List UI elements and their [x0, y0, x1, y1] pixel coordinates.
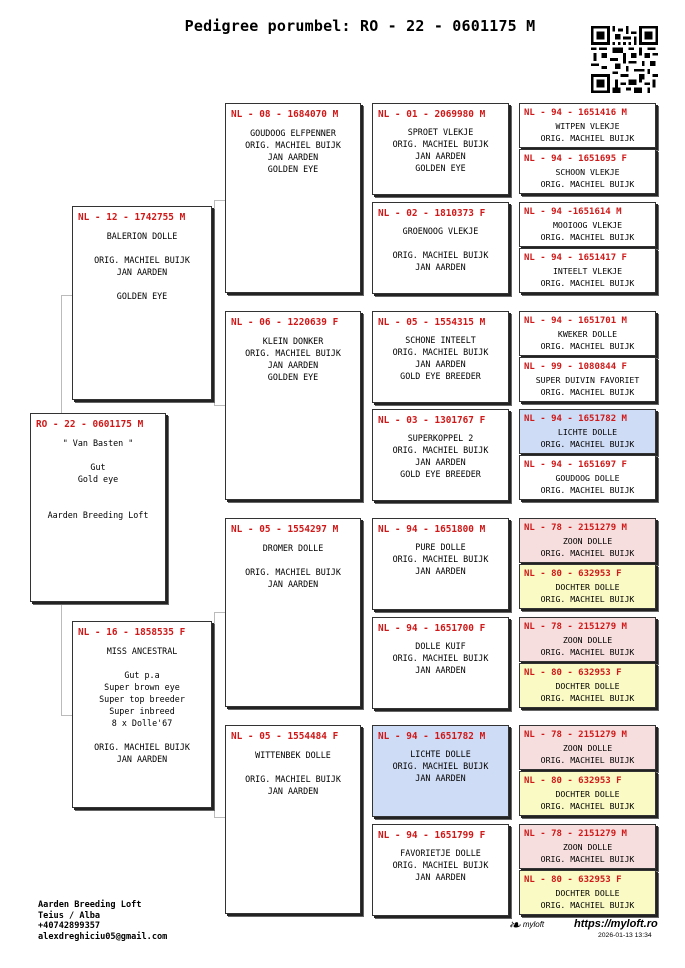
pigeon-details: DOCHTER DOLLE ORIG. MACHIEL BUIJK	[540, 789, 635, 811]
pigeon-details: KWEKER DOLLE ORIG. MACHIEL BUIJK	[540, 329, 635, 351]
pigeon-details: WITPEN VLEKJE ORIG. MACHIEL BUIJK	[540, 121, 635, 143]
great-grandparent-card[interactable]	[372, 518, 509, 610]
pigeon-details: MISS ANCESTRAL Gut p.a Super brown eye Super top breeder Super inbreed 8 x Dolle'67 ORIG. MACHIEL BUIJK JAN AARDEN	[94, 646, 190, 764]
ancestor-card[interactable]	[519, 564, 656, 609]
pigeon-details: ZOON DOLLE ORIG. MACHIEL BUIJK	[540, 635, 635, 657]
pigeon-details: MOOIOOG VLEKJE ORIG. MACHIEL BUIJK	[540, 220, 635, 242]
great-grandparent-card[interactable]	[372, 824, 509, 916]
ring-number: NL - 94 - 1651700 F	[378, 623, 486, 634]
ring-number: NL - 08 - 1684070 M	[231, 109, 339, 120]
ancestor-card[interactable]	[519, 357, 656, 402]
ring-number: NL - 94 -1651614 M	[524, 207, 622, 217]
logo-text: myloft	[522, 920, 545, 930]
connector-line	[214, 612, 225, 613]
pigeon-details: ZOON DOLLE ORIG. MACHIEL BUIJK	[540, 743, 635, 765]
ring-number: NL - 94 - 1651416 M	[524, 108, 627, 118]
loft-phone[interactable]: +40742899357	[38, 921, 101, 931]
ring-number: NL - 78 - 2151279 M	[524, 622, 627, 632]
pigeon-details: FAVORIETJE DOLLE ORIG. MACHIEL BUIJK JAN AARDEN	[392, 848, 489, 882]
ring-number: NL - 12 - 1742755 M	[78, 212, 186, 223]
ring-number: NL - 94 - 1651800 M	[378, 524, 486, 535]
ancestor-card[interactable]	[519, 409, 656, 454]
pigeon-details: SCHOON VLEKJE ORIG. MACHIEL BUIJK	[540, 167, 635, 189]
grandparent-card[interactable]	[225, 103, 361, 293]
ring-number: NL - 94 - 1651701 M	[524, 316, 627, 326]
loft-email[interactable]: alexdreghiciu05@gmail.com	[38, 931, 168, 942]
ancestor-card[interactable]	[519, 771, 656, 816]
ring-number: NL - 02 - 1810373 F	[378, 208, 486, 219]
loft-name: Aarden Breeding Loft	[38, 900, 142, 910]
ring-number: NL - 94 - 1651417 F	[524, 253, 627, 263]
ring-number: NL - 78 - 2151279 M	[524, 523, 627, 533]
pigeon-details: LICHTE DOLLE ORIG. MACHIEL BUIJK JAN AARDEN	[392, 749, 489, 783]
ancestor-card[interactable]	[519, 455, 656, 500]
pigeon-details: SCHONE INTEELT ORIG. MACHIEL BUIJK JAN AARDEN GOLD EYE BREEDER	[392, 335, 489, 381]
ring-number: NL - 80 - 632953 F	[524, 569, 622, 579]
ring-number: NL - 05 - 1554484 F	[231, 731, 339, 742]
ancestor-card[interactable]	[519, 103, 656, 148]
pigeon-details: GOUDOOG ELFPENNER ORIG. MACHIEL BUIJK JAN AARDEN GOLDEN EYE	[245, 128, 341, 174]
ancestor-card[interactable]	[519, 725, 656, 770]
print-date: 2026-01-13 13:34	[598, 932, 652, 939]
myloft-logo	[508, 916, 544, 934]
pigeon-details: INTEELT VLEKJE ORIG. MACHIEL BUIJK	[540, 266, 635, 288]
ancestor-card[interactable]	[519, 149, 656, 194]
ring-number: NL - 80 - 632953 F	[524, 668, 622, 678]
ring-number: NL - 01 - 2069980 M	[378, 109, 486, 120]
pigeon-details: SPROET VLEKJE ORIG. MACHIEL BUIJK JAN AARDEN GOLDEN EYE	[392, 127, 489, 173]
pigeon-details: DOCHTER DOLLE ORIG. MACHIEL BUIJK	[540, 888, 635, 910]
ring-number: NL - 94 - 1651695 F	[524, 154, 627, 164]
ring-number: NL - 94 - 1651782 M	[378, 731, 486, 742]
pigeon-details: DROMER DOLLE ORIG. MACHIEL BUIJK JAN AARDEN	[245, 543, 341, 589]
site-link[interactable]: https://myloft.ro	[574, 918, 658, 930]
ancestor-card[interactable]	[519, 870, 656, 915]
ring-number: NL - 06 - 1220639 F	[231, 317, 339, 328]
connector-line	[214, 200, 225, 201]
ring-number: NL - 94 - 1651782 M	[524, 414, 627, 424]
ring-number: NL - 16 - 1858535 F	[78, 627, 186, 638]
great-grandparent-card[interactable]	[372, 202, 509, 294]
great-grandparent-card[interactable]	[372, 409, 509, 501]
ring-number: NL - 03 - 1301767 F	[378, 415, 486, 426]
ring-number: NL - 80 - 632953 F	[524, 875, 622, 885]
pigeon-details: PURE DOLLE ORIG. MACHIEL BUIJK JAN AARDEN	[392, 542, 489, 576]
ancestor-card[interactable]	[519, 248, 656, 293]
pigeon-details: ZOON DOLLE ORIG. MACHIEL BUIJK	[540, 842, 635, 864]
pigeon-details: BALERION DOLLE ORIG. MACHIEL BUIJK JAN AARDEN GOLDEN EYE	[94, 231, 190, 301]
loft-contact	[38, 900, 167, 942]
great-grandparent-card[interactable]	[372, 311, 509, 403]
ancestor-card[interactable]	[519, 518, 656, 563]
loft-location: Teius / Alba	[38, 910, 101, 921]
pigeon-details: GROENOOG VLEKJE ORIG. MACHIEL BUIJK JAN AARDEN	[392, 226, 489, 272]
connector-line	[214, 405, 225, 406]
grandparent-card[interactable]	[225, 725, 361, 914]
connector-line	[214, 200, 215, 405]
ring-number: NL - 78 - 2151279 M	[524, 829, 627, 839]
grandparent-card[interactable]	[225, 311, 361, 500]
pigeon-details: KLEIN DONKER ORIG. MACHIEL BUIJK JAN AARDEN GOLDEN EYE	[245, 336, 341, 382]
pigeon-details: SUPER DUIVIN FAVORIET ORIG. MACHIEL BUIJK	[535, 375, 640, 397]
ancestor-card[interactable]	[519, 311, 656, 356]
pigeon-details: SUPERKOPPEL 2 ORIG. MACHIEL BUIJK JAN AARDEN GOLD EYE BREEDER	[392, 433, 489, 479]
ring-number: NL - 05 - 1554297 M	[231, 524, 339, 535]
pigeon-details: DOLLE KUIF ORIG. MACHIEL BUIJK JAN AARDEN	[392, 641, 489, 675]
father-card[interactable]	[72, 206, 212, 400]
great-grandparent-card[interactable]	[372, 617, 509, 709]
ring-number: NL - 78 - 2151279 M	[524, 730, 627, 740]
ancestor-card[interactable]	[519, 202, 656, 247]
ancestor-card[interactable]	[519, 617, 656, 662]
grandparent-card[interactable]	[225, 518, 361, 707]
pigeon-details: GOUDOOG DOLLE ORIG. MACHIEL BUIJK	[540, 473, 635, 495]
ring-number: RO - 22 - 0601175 M	[36, 419, 144, 430]
pigeon-details: " Van Basten " Gut Gold eye Aarden Breeding Loft	[47, 438, 149, 520]
ring-number: NL - 05 - 1554315 M	[378, 317, 486, 328]
subject-card[interactable]	[30, 413, 166, 602]
pigeon-details: WITTENBEK DOLLE ORIG. MACHIEL BUIJK JAN AARDEN	[245, 750, 341, 796]
great-grandparent-card[interactable]	[372, 103, 509, 195]
page-title: Pedigree porumbel: RO - 22 - 0601175 M	[184, 17, 536, 35]
ring-number: NL - 80 - 632953 F	[524, 776, 622, 786]
ring-number: NL - 94 - 1651799 F	[378, 830, 486, 841]
connector-line	[214, 612, 215, 817]
mother-card[interactable]	[72, 621, 212, 808]
ring-number: NL - 94 - 1651697 F	[524, 460, 627, 470]
ring-number: NL - 99 - 1080844 F	[524, 362, 627, 372]
pigeon-details: DOCHTER DOLLE ORIG. MACHIEL BUIJK	[540, 681, 635, 703]
ancestor-card[interactable]	[519, 663, 656, 708]
pigeon-details: ZOON DOLLE ORIG. MACHIEL BUIJK	[540, 536, 635, 558]
qr-code-icon	[591, 26, 658, 93]
great-grandparent-card[interactable]	[372, 725, 509, 817]
pigeon-details: LICHTE DOLLE ORIG. MACHIEL BUIJK	[540, 427, 635, 449]
pigeon-icon: ❧	[508, 917, 521, 934]
pigeon-details: DOCHTER DOLLE ORIG. MACHIEL BUIJK	[540, 582, 635, 604]
ancestor-card[interactable]	[519, 824, 656, 869]
connector-line	[214, 817, 225, 818]
